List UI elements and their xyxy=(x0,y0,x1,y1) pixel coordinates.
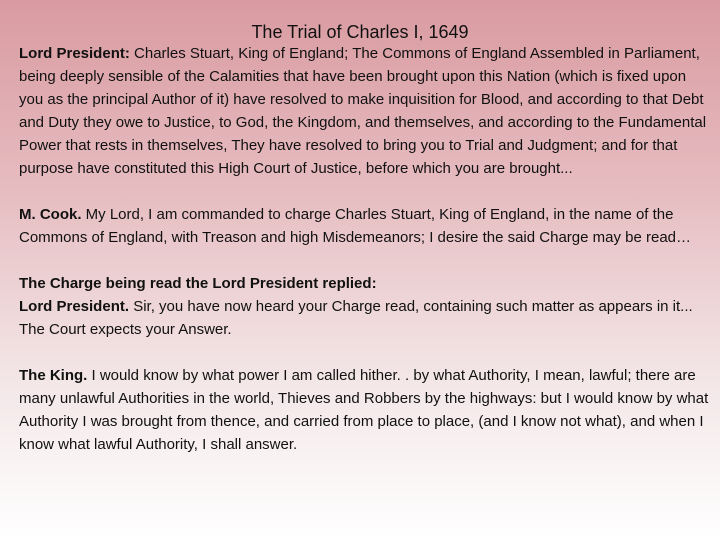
speech-text: Sir, you have now heard your Charge read, containing such matter as appears in it... The Court expects your Answer. xyxy=(19,298,693,338)
stage-direction: The Charge being read the Lord President replied: xyxy=(19,275,377,292)
paragraph-lord-president-opening xyxy=(19,42,709,180)
speaker-label: M. Cook. xyxy=(19,206,82,223)
speaker-label: Lord President. xyxy=(19,298,130,315)
paragraph-lord-president-reply xyxy=(19,295,709,341)
paragraph-cook xyxy=(19,203,709,249)
speech-text: Charles Stuart, King of England; The Commons of England Assembled in Parliament, being deeply sensible of the Calamities that have been brought upon this Nation (which is fixed upon you as the principal Author of it) have resolved to make inquisition for Blood, and according to that Debt and Duty they owe to Justice, to God, the Kingdom, and themselves, and according to the Fundamental Power that rests in themselves, They have resolved to bring you to Trial and Judgment; and for that purpose have constituted this High Court of Justice, before which you are brought... xyxy=(19,45,707,177)
speech-text: My Lord, I am commanded to charge Charles Stuart, King of England, in the name of the Commons of England, with Treason and high Misdemeanors; I desire the said Charge may be read… xyxy=(19,206,692,246)
slide-title: The Trial of Charles I, 1649 xyxy=(251,22,469,42)
speaker-label: The King. xyxy=(19,367,88,384)
paragraph-charge-heading xyxy=(19,272,709,295)
speech-text: I would know by what power I am called hither. . by what Authority, I mean, lawful; there are many unlawful Authorities in the world, Thieves and Robbers by the highways: but I would know by what Authority I was brought from thence, and carried from place to place, (and I know not what), and when I know what lawful Authority, I shall answer. xyxy=(19,367,709,453)
paragraph-king xyxy=(19,364,709,456)
speaker-label: Lord President: xyxy=(19,45,130,62)
transcript-body xyxy=(19,42,709,456)
